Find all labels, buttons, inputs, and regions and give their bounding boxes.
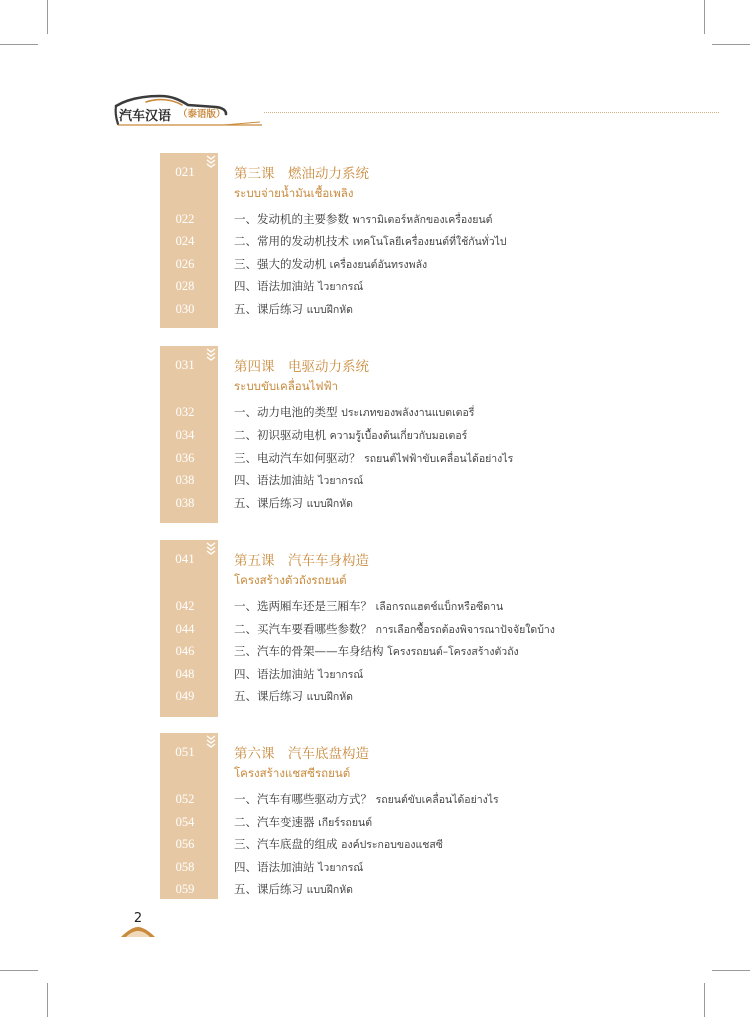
crop-mark [47,983,48,1017]
toc-entry [234,859,363,876]
page-number-column [160,346,218,523]
entry-th: รถยนต์ขับเคลื่อนได้อย่างไร [375,794,499,806]
item-page: 038 [175,496,195,510]
lesson-start-page: 021 [175,164,195,179]
lesson-start-page: 031 [175,357,195,372]
entry-th: ไวยากรณ์ [318,862,364,874]
toc-entry [234,791,499,808]
toc-entry [234,881,353,898]
toc-entry [234,621,555,638]
toc-entry [234,450,513,467]
entry-th: เลือกรถแฮตช์แบ็กหรือซีดาน [375,601,504,613]
entry-zh: 二、买汽车要看哪些参数？ [234,622,372,636]
page-number-column [160,733,218,899]
item-page: 026 [175,257,195,271]
page-number-column [160,540,218,717]
entry-th: การเลือกซื้อรถต้องพิจารณาปัจจัยใดบ้าง [375,624,555,636]
entry-zh: 五、课后练习 [234,882,303,896]
running-header [112,92,722,132]
entry-zh: 三、汽车底盘的组成 [234,837,338,851]
crop-mark [712,970,750,971]
crop-mark [712,44,750,45]
item-page: 046 [175,644,195,658]
item-page: 042 [175,599,195,613]
entry-th: เครื่องยนต์อันทรงพลัง [329,259,428,271]
entry-zh: 三、电动汽车如何驱动？ [234,451,361,465]
entry-th: องค์ประกอบของแชสซี [341,839,443,851]
entry-th: แบบฝึกหัด [306,304,354,316]
item-page: 030 [175,302,195,316]
lesson-title: 第五课 汽车车身构造 [234,553,369,569]
crop-mark [704,0,705,34]
entry-zh: 五、课后练习 [234,689,303,703]
toc-entry [234,688,353,705]
item-page: 028 [175,279,195,293]
entry-zh: 二、初识驱动电机 [234,428,326,442]
crop-mark [47,0,48,34]
item-page: 024 [175,234,195,248]
lesson-subtitle: ระบบขับเคลื่อนไฟฟ้า [234,379,339,393]
lesson-subtitle: ระบบจ่ายน้ำมันเชื้อเพลิง [234,186,354,200]
toc-entry [234,278,363,295]
item-page: 022 [175,212,195,226]
crop-mark [0,44,38,45]
entry-zh: 四、语法加油站 [234,473,315,487]
entry-th: แบบฝึกหัด [306,884,354,896]
toc-entry [234,256,427,273]
entry-th: โครงรถยนต์–โครงสร้างตัวถัง [387,646,519,658]
item-page: 058 [175,860,195,874]
item-page: 054 [175,815,195,829]
toc-entry [234,404,474,421]
lesson-subtitle: โครงสร้างแชสซีรถยนต์ [234,766,351,780]
item-page: 059 [175,882,195,896]
item-page: 056 [175,837,195,851]
toc-entry [234,427,467,444]
entry-th: เทคโนโลยีเครื่องยนต์ที่ใช้กันทั่วไป [352,236,507,248]
book-title: 汽车汉语 [119,109,172,124]
toc-entry [234,301,353,318]
entry-zh: 二、汽车变速器 [234,815,315,829]
toc-entry [234,233,507,250]
entry-zh: 四、语法加油站 [234,667,315,681]
edition-label: （泰语版） [178,109,226,120]
item-page: 044 [175,622,195,636]
lesson-subtitle: โครงสร้างตัวถังรถยนต์ [234,573,347,587]
toc-entry [234,643,519,660]
entry-zh: 一、动力电池的类型 [234,405,338,419]
entry-th: แบบฝึกหัด [306,498,354,510]
entry-zh: 四、语法加油站 [234,860,315,874]
item-page: 048 [175,667,195,681]
entry-th: แบบฝึกหัด [306,691,354,703]
entry-zh: 五、课后练习 [234,302,303,316]
entry-zh: 一、发动机的主要参数 [234,212,349,226]
page-number: 2 [133,911,143,926]
page-number-column [160,153,218,328]
entry-th: พารามิเตอร์หลักของเครื่องยนต์ [352,214,493,226]
entry-th: ความรู้เบื้องต้นเกี่ยวกับมอเตอร์ [329,430,468,442]
entry-zh: 四、语法加油站 [234,279,315,293]
header-dotted-rule [264,112,719,113]
lesson-title: 第三课 燃油动力系统 [234,166,369,182]
item-page: 049 [175,689,195,703]
entry-zh: 三、强大的发动机 [234,257,326,271]
toc-entry [234,814,372,831]
item-page: 052 [175,792,195,806]
toc-entry [234,836,443,853]
item-page: 032 [175,405,195,419]
lesson-start-page: 041 [175,551,195,566]
toc-entry [234,472,363,489]
entry-th: เกียร์รถยนต์ [318,817,373,829]
entry-th: ไวยากรณ์ [318,669,364,681]
entry-zh: 三、汽车的骨架——车身结构 [234,644,384,658]
entry-zh: 二、常用的发动机技术 [234,234,349,248]
toc-entry [234,495,353,512]
crop-mark [0,970,38,971]
item-page: 036 [175,451,195,465]
entry-th: ไวยากรณ์ [318,281,364,293]
entry-zh: 一、选两厢车还是三厢车？ [234,599,372,613]
item-page: 034 [175,428,195,442]
lesson-start-page: 051 [175,744,195,759]
toc-entry [234,211,492,228]
lesson-title: 第六课 汽车底盘构造 [234,746,369,762]
entry-zh: 五、课后练习 [234,496,303,510]
entry-zh: 一、汽车有哪些驱动方式？ [234,792,372,806]
lesson-title: 第四课 电驱动力系统 [234,359,369,375]
toc-entry [234,666,363,683]
toc-entry [234,598,503,615]
entry-th: ไวยากรณ์ [318,475,364,487]
item-page: 038 [175,473,195,487]
crop-mark [704,983,705,1017]
entry-th: รถยนต์ไฟฟ้าขับเคลื่อนได้อย่างไร [364,453,514,465]
entry-th: ประเภทของพลังงานแบตเตอรี่ [341,407,475,419]
